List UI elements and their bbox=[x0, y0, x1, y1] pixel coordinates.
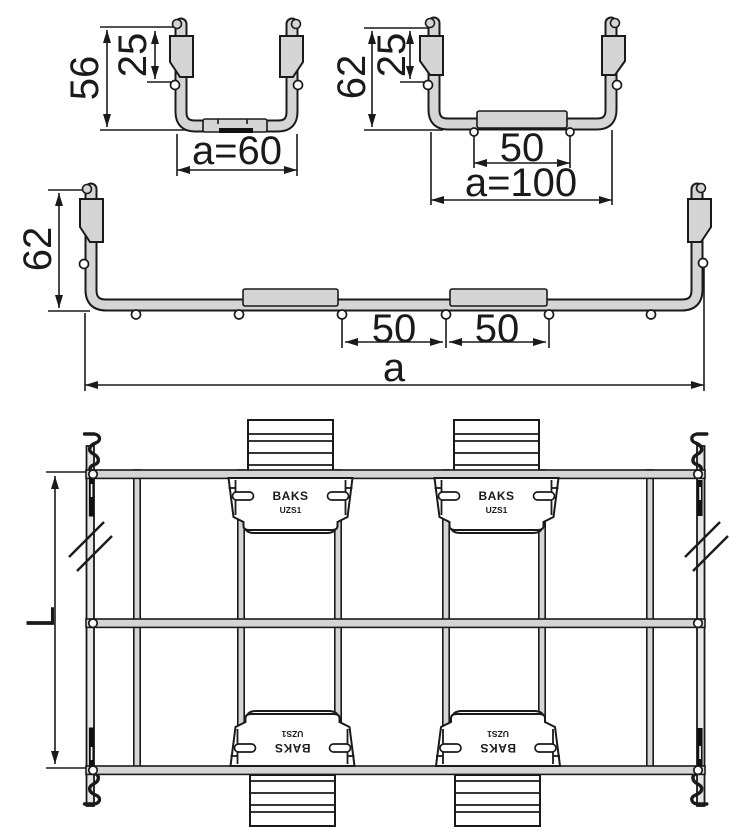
dim-label-splice-50: 50 bbox=[499, 126, 545, 170]
side-clamp-plate bbox=[688, 199, 711, 242]
dim-label-clamp-25: 25 bbox=[370, 32, 414, 78]
wire-bump bbox=[613, 81, 622, 90]
connector-model-label: UZS1 bbox=[281, 729, 304, 739]
wire-end-loop bbox=[173, 20, 182, 29]
dim-label-width-a60: a=60 bbox=[191, 129, 283, 173]
rail-end-loop bbox=[89, 470, 97, 478]
side-clamp-plate bbox=[80, 199, 103, 242]
wire-bump bbox=[338, 310, 347, 319]
section-profile-a60 bbox=[63, 20, 303, 177]
wire-bump bbox=[171, 81, 180, 90]
connector-model-label: UZS1 bbox=[487, 729, 509, 739]
dim-label-splice-50: 50 bbox=[474, 307, 520, 351]
side-clamp-plate bbox=[280, 36, 303, 77]
tray-wire-profile-fill bbox=[91, 189, 697, 305]
dim-label-gap-50: 50 bbox=[371, 307, 417, 351]
section-profile-wide bbox=[16, 184, 711, 392]
wire-bump bbox=[132, 310, 141, 319]
tray-wire-profile bbox=[181, 24, 292, 126]
edge-lock-bar bbox=[89, 478, 94, 517]
section-profile-a100 bbox=[330, 19, 625, 206]
edge-lock-bar bbox=[697, 728, 702, 766]
wire-bump bbox=[566, 128, 574, 136]
wire-end-loop bbox=[426, 19, 435, 28]
dim-label-height-56: 56 bbox=[63, 55, 107, 101]
tray-wire-profile-fill bbox=[181, 24, 292, 126]
wire-bump bbox=[442, 310, 451, 319]
side-clamp-plate bbox=[420, 36, 443, 75]
dim-label-width-a100: a=100 bbox=[464, 161, 578, 205]
bottom-splice-plate bbox=[450, 289, 547, 306]
dim-label-clamp-25: 25 bbox=[111, 32, 155, 78]
wire-bump bbox=[470, 128, 478, 136]
side-clamp-plate bbox=[602, 36, 625, 75]
rail-end-loop bbox=[694, 766, 702, 774]
coupler-stack bbox=[454, 420, 539, 471]
rail-end-loop bbox=[89, 619, 97, 627]
section-top-view bbox=[19, 420, 728, 826]
wire-bump bbox=[424, 81, 433, 90]
wire-bump bbox=[80, 260, 89, 269]
cross-rail bbox=[86, 619, 705, 627]
coupler-stack bbox=[248, 420, 333, 471]
wire-bump bbox=[235, 310, 244, 319]
wire-end-loop bbox=[697, 184, 706, 193]
wire-bump bbox=[699, 259, 708, 268]
dim-label-width-a: a bbox=[382, 346, 406, 390]
edge-lock-bar bbox=[697, 480, 702, 516]
dim-label-height-62: 62 bbox=[16, 226, 60, 272]
connector-brand-label: BAKS bbox=[478, 489, 515, 503]
connector-brand-label: BAKS bbox=[274, 741, 311, 755]
wire-end-loop bbox=[611, 19, 620, 28]
connector-model-label: UZS1 bbox=[485, 505, 508, 515]
wire-bump bbox=[647, 310, 656, 319]
rail-end-loop bbox=[694, 470, 702, 478]
tray-wire-profile-fill bbox=[434, 23, 611, 124]
dim-label-length-L: L bbox=[19, 605, 63, 629]
cross-rail bbox=[86, 766, 705, 774]
bottom-splice-plate bbox=[243, 289, 338, 306]
wire-end-loop bbox=[83, 185, 92, 194]
side-clamp-plate bbox=[170, 36, 193, 77]
tray-wire-profile bbox=[434, 23, 611, 124]
rail-end-loop bbox=[694, 619, 702, 627]
wire-bump bbox=[545, 310, 554, 319]
edge-lock-bar bbox=[89, 728, 94, 767]
coupler-stack bbox=[455, 775, 540, 826]
coupler-stack bbox=[250, 775, 335, 826]
cross-rail bbox=[86, 470, 705, 478]
wire-bump bbox=[294, 81, 303, 90]
tray-wire-profile bbox=[91, 189, 697, 305]
connector-brand-label: BAKS bbox=[272, 489, 309, 503]
wire-end-loop bbox=[292, 20, 301, 29]
connector-brand-label: BAKS bbox=[479, 741, 517, 755]
dim-label-height-62: 62 bbox=[330, 54, 374, 100]
rail-end-loop bbox=[89, 766, 97, 774]
connector-model-label: UZS1 bbox=[279, 505, 302, 515]
